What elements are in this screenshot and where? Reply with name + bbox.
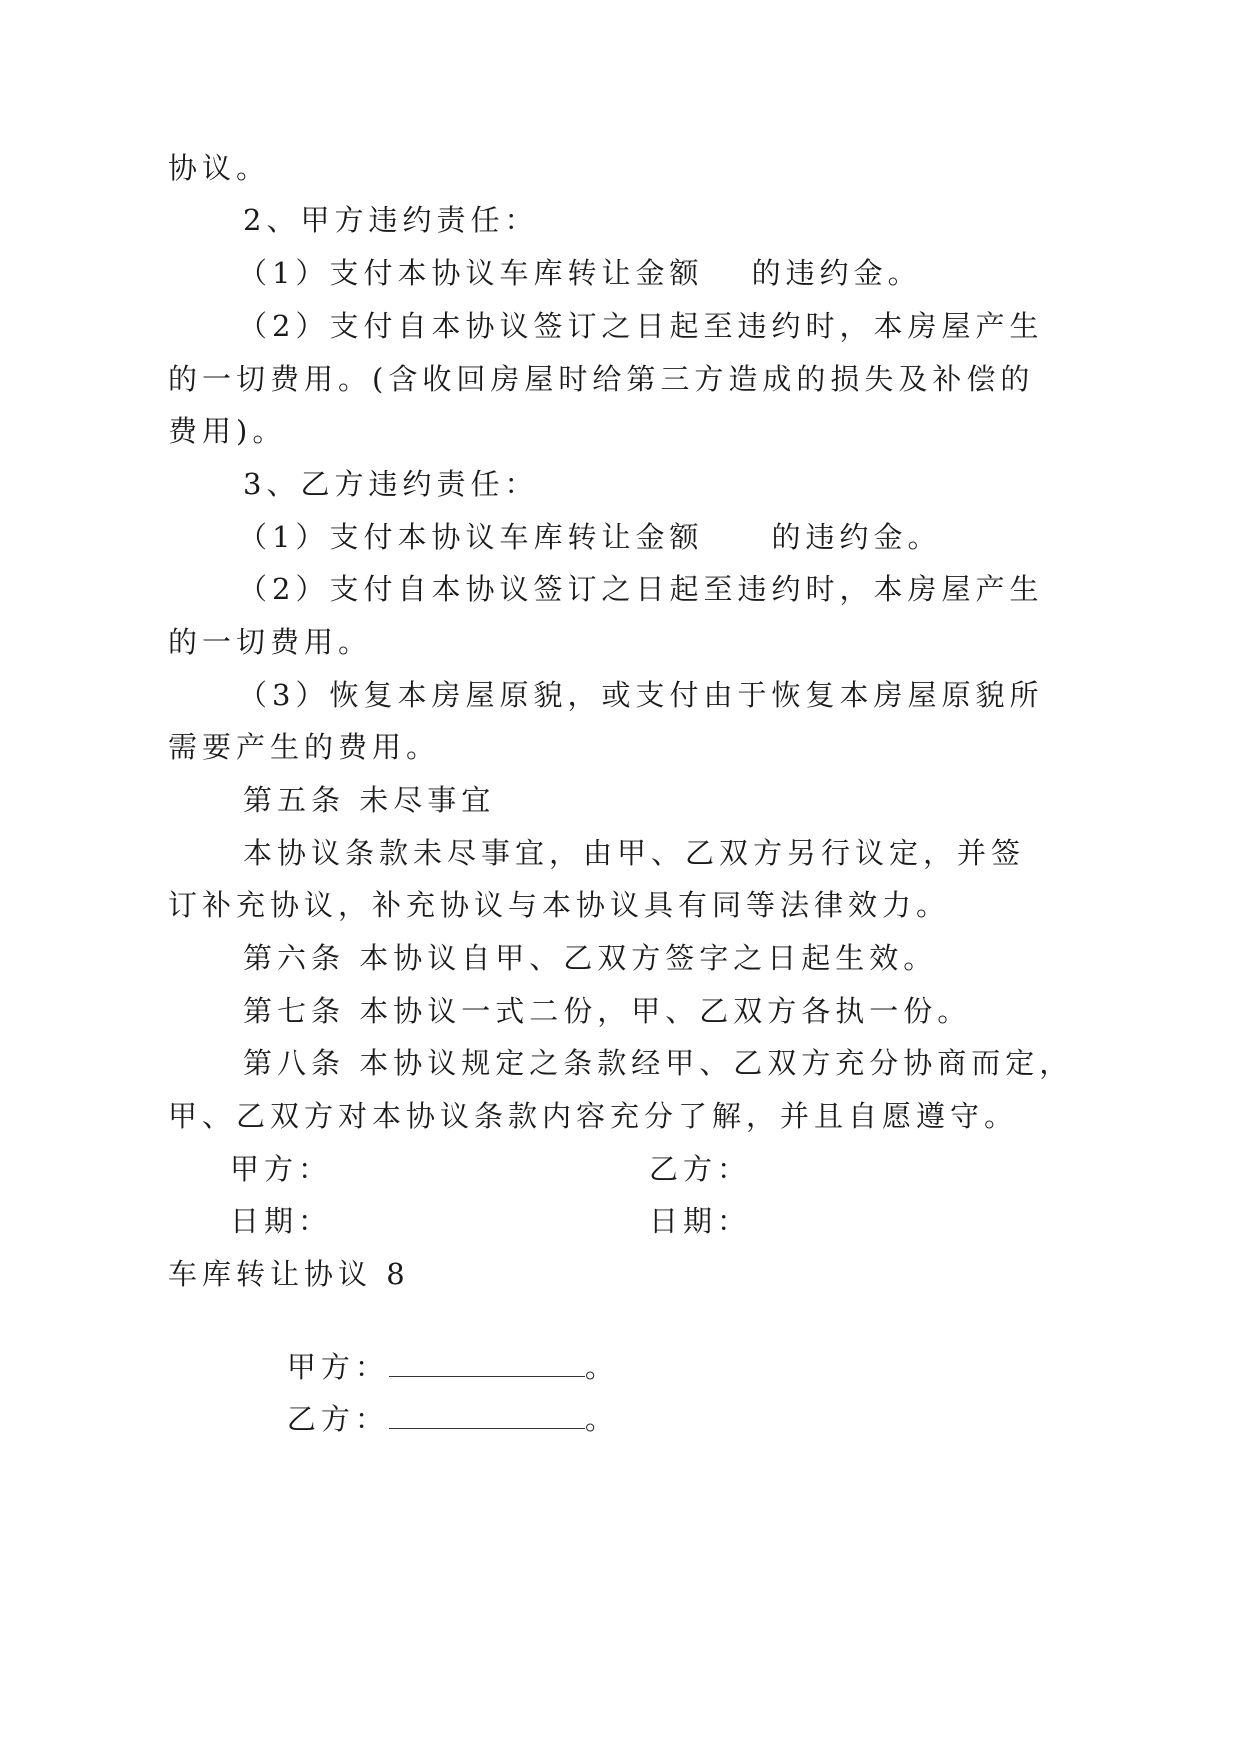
text-line-18: 第八条 本协议规定之条款经甲、乙双方充分协商而定， [243,1046,1074,1080]
text-line-12: 需要产生的费用。 [168,730,441,764]
text-line-1: 协议。 [168,151,271,185]
text-line-4: （2）支付自本协议签订之日起至违约时，本房屋产生 [238,309,1044,343]
party-a-blank-suffix: 。 [584,1350,619,1384]
text-line-14: 本协议条款未尽事宜，由甲、乙双方另行议定，并签 [243,836,1026,870]
party-a-signature-label: 甲方： [230,1152,333,1186]
party-a-blank-label: 甲方： [286,1350,389,1384]
text-line-3: （1）支付本协议车库转让金额 的违约金。 [238,256,922,290]
text-line-11: （3）恢复本房屋原貌，或支付由于恢复本房屋原貌所 [238,678,1044,712]
text-line-5: 的一切费用。(含收回房屋时给第三方造成的损失及补偿的 [168,362,1035,396]
text-line-19: 甲、乙双方对本协议条款内容充分了解，并且自愿遵守。 [168,1099,1019,1133]
text-line-6: 费用)。 [168,414,287,448]
text-line-7: 3、乙方违约责任： [243,467,539,501]
text-line-2: 2、甲方违约责任： [243,203,539,237]
text-line-9: （2）支付自本协议签订之日起至违约时，本房屋产生 [238,572,1044,606]
party-b-blank-suffix: 。 [584,1402,619,1436]
text-line-16: 第六条 本协议自甲、乙双方签字之日起生效。 [243,941,938,975]
party-b-blank-line [230,1359,619,1479]
text-line-15: 订补充协议，补充协议与本协议具有同等法律效力。 [168,888,951,922]
text-line-8: （1）支付本协议车库转让金额 的违约金。 [238,520,942,554]
text-line-13: 第五条 未尽事宜 [243,783,496,817]
party-b-signature-label: 乙方： [649,1152,752,1186]
party-b-blank-label: 乙方： [286,1402,389,1436]
party-b-date-label: 日期： [649,1204,752,1238]
text-line-17: 第七条 本协议一式二份，甲、乙双方各执一份。 [243,994,972,1028]
text-line-10: 的一切费用。 [168,625,373,659]
section-title: 车库转让协议 8 [168,1257,410,1291]
party-a-date-label: 日期： [230,1204,333,1238]
party-b-fill-blank [389,1400,585,1429]
